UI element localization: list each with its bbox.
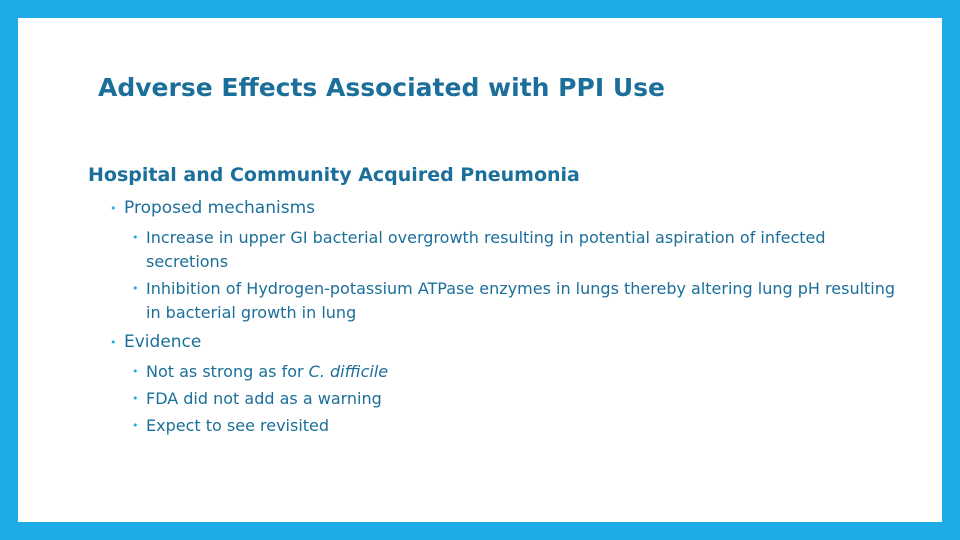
sub-bullet-item: • Expect to see revisited — [132, 414, 910, 438]
bullet-list — [110, 194, 910, 441]
bullet-label: Proposed mechanisms — [124, 198, 316, 218]
sub-bullet-item: • Inhibition of Hydrogen-potassium ATPase enzymes in lungs thereby altering lung pH resulting in bacterial growth in lung — [132, 277, 910, 325]
sub-bullet-list — [132, 226, 910, 325]
sub-bullet-list — [132, 360, 910, 438]
bullet-proposed-mechanisms — [110, 194, 910, 325]
sub-bullet-item: • FDA did not add as a warning — [132, 387, 910, 411]
sub-bullet-text: Not as strong as for — [146, 362, 309, 381]
slide-panel — [18, 18, 942, 522]
bullet-label: Evidence — [124, 332, 202, 352]
slide-title: Adverse Effects Associated with PPI Use — [98, 73, 665, 102]
sub-bullet-item: • Increase in upper GI bacterial overgrowth resulting in potential aspiration of infected secretions — [132, 226, 910, 274]
section-heading: Hospital and Community Acquired Pneumonia — [88, 164, 580, 186]
sub-bullet-italic-text: C. difficile — [308, 362, 389, 381]
sub-bullet-item — [132, 360, 910, 384]
bullet-evidence — [110, 328, 910, 438]
